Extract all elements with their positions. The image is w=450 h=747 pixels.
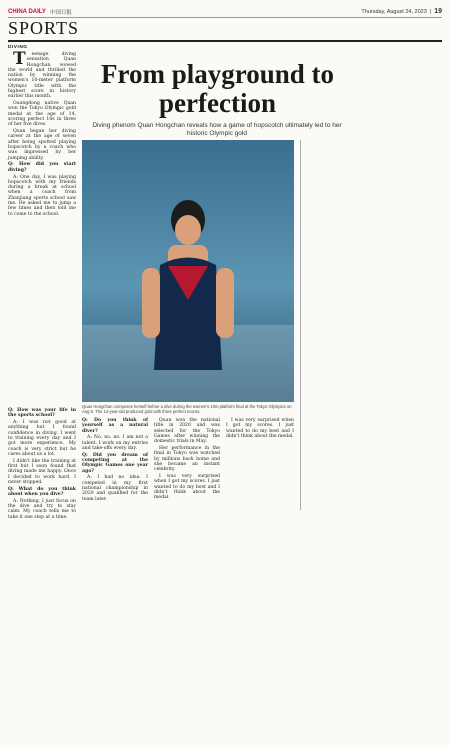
paragraph: A: I was not good at anything but I found confidence in diving. I went to training every day and I got more experience. My coach is very strict but he cares about us a lot.: [8, 420, 76, 457]
paragraph: I was very surprised when I got my scores. I just wanted to do my best and I didn't think about the medal.: [154, 473, 220, 501]
paragraph: A: I had no idea. I competed in my first national championship in 2020 and qualified for the team later.: [82, 475, 148, 502]
diving-subhead: Diving phenom Quan Hongchan reveals how a game of hopscotch ultimately led to her historic Olympic gold: [92, 122, 342, 137]
paragraph: Quan won the national title in 2020 and was selected for the Tokyo Games after winning the domestic trials in May.: [154, 418, 220, 445]
diving-photo-caption: Quan Hongchan composes herself before a dive during the women's 10m platform final at the Tokyo Olympics on Aug 5. The 14-year-old produced gold with three perfect scores.: [82, 404, 292, 414]
question: Q: What do you think about when you dive?: [8, 486, 76, 497]
diver-image: [82, 140, 294, 402]
paragraph: A: One day, I was playing hopscotch with my friends during a break at school when a coach from Zhanjiang sports school saw me. He asked me to jump a few times and then told me to come to the school.: [8, 174, 76, 217]
question: Q: Do you think of yourself as a natural diver?: [82, 418, 148, 434]
paragraph: A: No, no, no. I am not a talent. I work on my entries and take-offs every day.: [82, 435, 148, 451]
date-line: Thursday, August 24, 2023: [361, 8, 427, 15]
diving-photo: [82, 140, 294, 402]
page-number: 19: [434, 8, 442, 15]
section-rule: [8, 40, 442, 42]
masthead-section-cn: 中国日报: [49, 9, 72, 16]
paragraph: Teenage diving sensation Quan Hongchan wowed the world and thrilled the nation by winning the women's 10-meter platform Olympic title with the highest score in history earlier this month.: [8, 49, 76, 100]
paragraph: A: Nothing. I just focus on the dive and try to stay calm. My coach tells me to take it one step at a time.: [8, 498, 76, 520]
page-separator: |: [429, 8, 432, 15]
diving-col3: [82, 418, 148, 513]
question: Q: Did you dream of competing at the Olympic Games one year ago?: [82, 452, 148, 474]
diving-col2: [8, 408, 76, 520]
column-divider: [300, 140, 301, 510]
section-title: SPORTS: [8, 18, 79, 38]
diving-label: DIVING: [8, 45, 28, 50]
diving-col4: [154, 418, 220, 513]
paragraph: I didn't like the training at first but I soon found that diving made me happy. Once I decided to work hard, I never stopped.: [8, 458, 76, 485]
masthead-bar: [8, 6, 442, 18]
paragraph: Guangdong native Quan won the Tokyo Olympic gold medal at the age of 14, scoring perfect 10s in three of her five dives.: [8, 101, 76, 128]
diving-col1: [8, 49, 76, 217]
question: Q: How did you start diving?: [8, 162, 76, 173]
diving-col4b: [226, 418, 294, 513]
question: Q: How was your life in the sports school?: [8, 408, 76, 419]
paragraph: Quan began her diving career at the age of seven after being spotted playing hopscotch by a coach who was impressed by her jumping ability.: [8, 129, 76, 161]
paragraph: Her performance in the final in Tokyo was watched by millions back home and she became an instant celebrity.: [154, 445, 220, 473]
masthead-logo: CHINA DAILY: [8, 8, 46, 15]
diving-headline: From playground to perfection: [100, 59, 335, 118]
paragraph: I was very surprised when I got my scores. I just wanted to do my best and I didn't think about the medal.: [226, 418, 294, 439]
